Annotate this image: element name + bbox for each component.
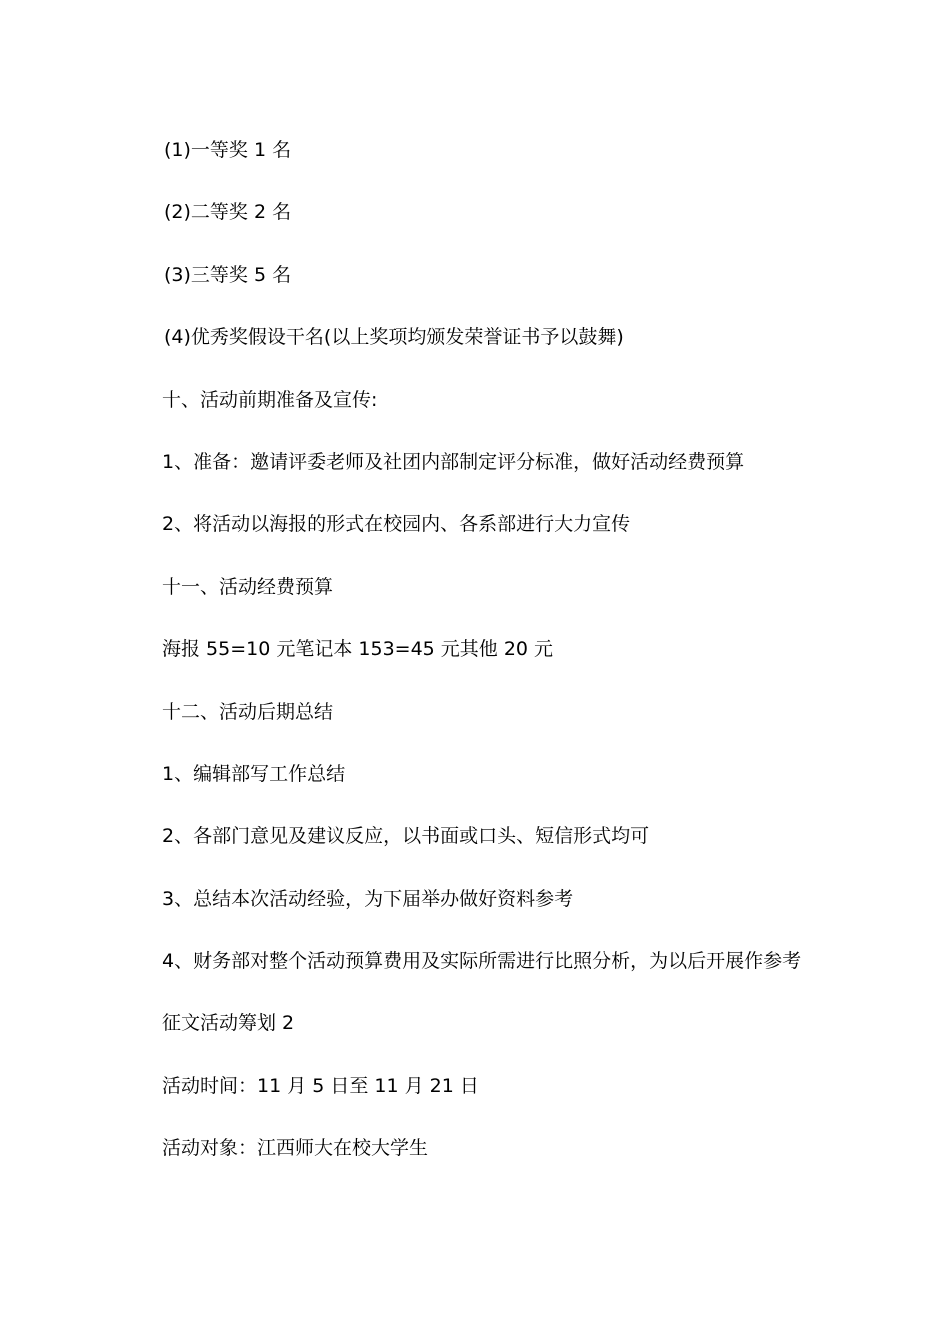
section-eleven-heading: 十一、活动经费预算	[162, 575, 334, 598]
award-excellence-prize: (4)优秀奖假设干名(以上奖项均颁发荣誉证书予以鼓舞)	[164, 326, 624, 349]
preparation-item-2: 2、将活动以海报的形式在校园内、各系部进行大力宣传	[162, 513, 631, 536]
award-first-prize: (1)一等奖 1 名	[164, 139, 292, 161]
activity-time: 活动时间：11 月 5 日至 11 月 21 日	[162, 1074, 479, 1097]
summary-item-4: 4、财务部对整个活动预算费用及实际所需进行比照分析，为以后开展作参考	[162, 950, 802, 973]
section-ten-heading: 十、活动前期准备及宣传:	[162, 388, 378, 411]
activity-audience: 活动对象：江西师大在校大学生	[162, 1137, 429, 1160]
plan-2-title: 征文活动筹划 2	[162, 1012, 295, 1035]
budget-line: 海报 55=10 元笔记本 153=45 元其他 20 元	[162, 638, 554, 661]
summary-item-1: 1、编辑部写工作总结	[162, 762, 346, 785]
summary-item-2: 2、各部门意见及建议反应，以书面或口头、短信形式均可	[162, 825, 650, 848]
preparation-item-1: 1、准备：邀请评委老师及社团内部制定评分标准，做好活动经费预算	[162, 450, 745, 473]
award-second-prize: (2)二等奖 2 名	[164, 201, 292, 224]
award-third-prize: (3)三等奖 5 名	[164, 263, 292, 286]
section-twelve-heading: 十二、活动后期总结	[162, 700, 334, 723]
summary-item-3: 3、总结本次活动经验，为下届举办做好资料参考	[162, 887, 574, 910]
document-body	[162, 133, 922, 1194]
